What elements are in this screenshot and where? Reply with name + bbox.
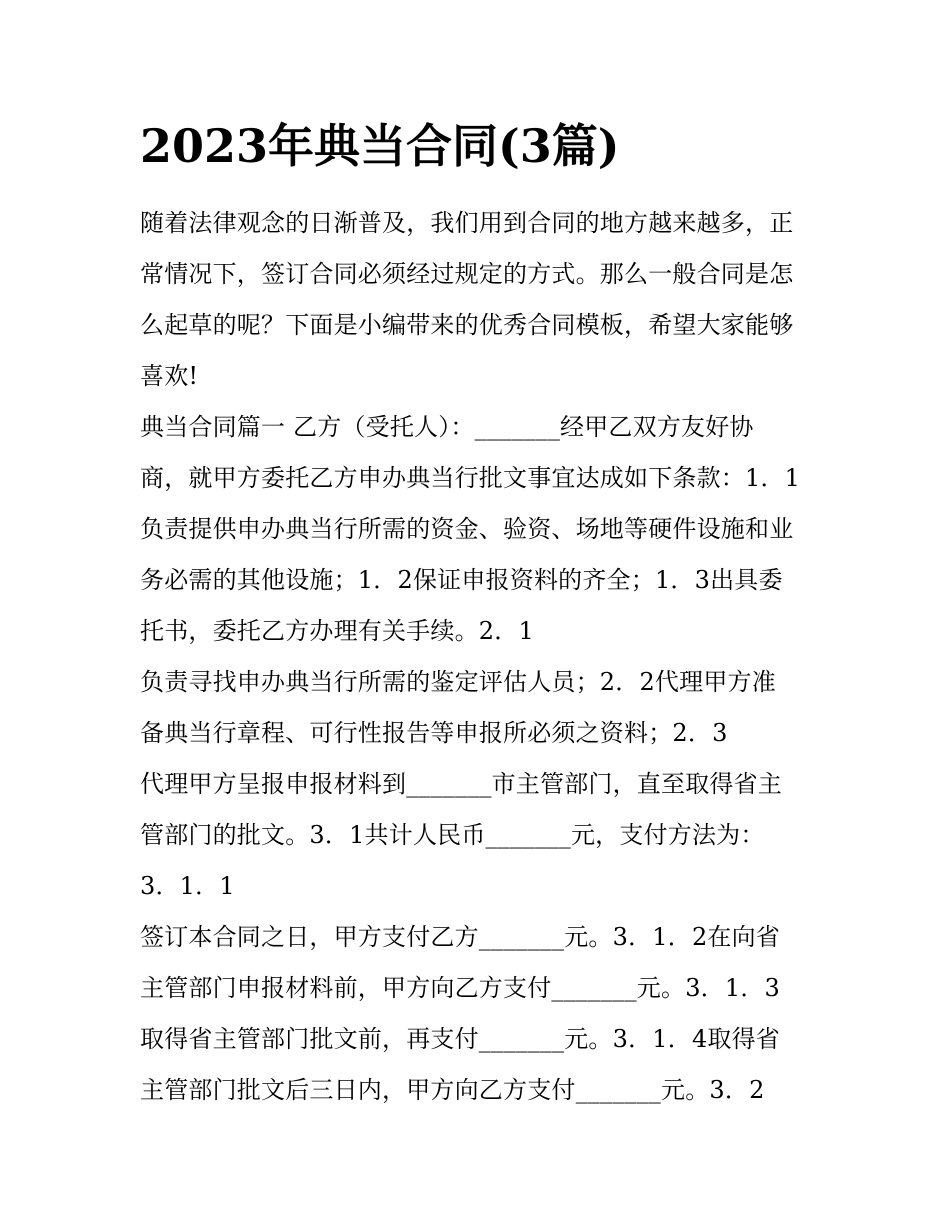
body-line: 负责提供申办典当行所需的资金、验资、场地等硬件设施和业 bbox=[140, 515, 794, 543]
body-line: 备典当行章程、可行性报告等申报所必须之资料；2．3 bbox=[140, 719, 728, 747]
body-line: 主管部门批文后三日内，甲方向乙方支付_______元。3．2 bbox=[140, 1076, 765, 1104]
body-line: 负责寻找申办典当行所需的鉴定评估人员；2．2代理甲方准 bbox=[140, 668, 776, 696]
document-title: 2023年典当合同(3篇) bbox=[140, 119, 620, 173]
body-line: 喜欢! bbox=[140, 362, 199, 390]
body-line: 签订本合同之日，甲方支付乙方_______元。3．1．2在向省 bbox=[140, 923, 781, 951]
document-body bbox=[140, 198, 830, 1116]
body-line: 代理甲方呈报申报材料到_______市主管部门，直至取得省主 bbox=[140, 770, 782, 798]
body-line: 主管部门申报材料前，甲方向乙方支付_______元。3．1．3 bbox=[140, 974, 781, 1002]
body-line: 3．1．1 bbox=[140, 872, 235, 900]
body-line: 么起草的呢？下面是小编带来的优秀合同模板，希望大家能够 bbox=[140, 311, 794, 339]
body-line: 随着法律观念的日渐普及，我们用到合同的地方越来越多，正 bbox=[140, 209, 794, 237]
body-line: 务必需的其他设施；1．2保证申报资料的齐全；1．3出具委 bbox=[140, 566, 783, 594]
body-line: 典当合同篇一 乙方（受托人）：_______经甲乙双方友好协 bbox=[140, 413, 754, 441]
body-line: 管部门的批文。3．1共计人民币_______元，支付方法为： bbox=[140, 821, 765, 849]
body-line: 托书，委托乙方办理有关手续。2．1 bbox=[140, 617, 534, 645]
body-line: 商，就甲方委托乙方申办典当行批文事宜达成如下条款：1．1 bbox=[140, 464, 801, 492]
body-line: 常情况下，签订合同必须经过规定的方式。那么一般合同是怎 bbox=[140, 260, 794, 288]
body-line: 取得省主管部门批文前，再支付_______元。3．1．4取得省 bbox=[140, 1025, 781, 1053]
